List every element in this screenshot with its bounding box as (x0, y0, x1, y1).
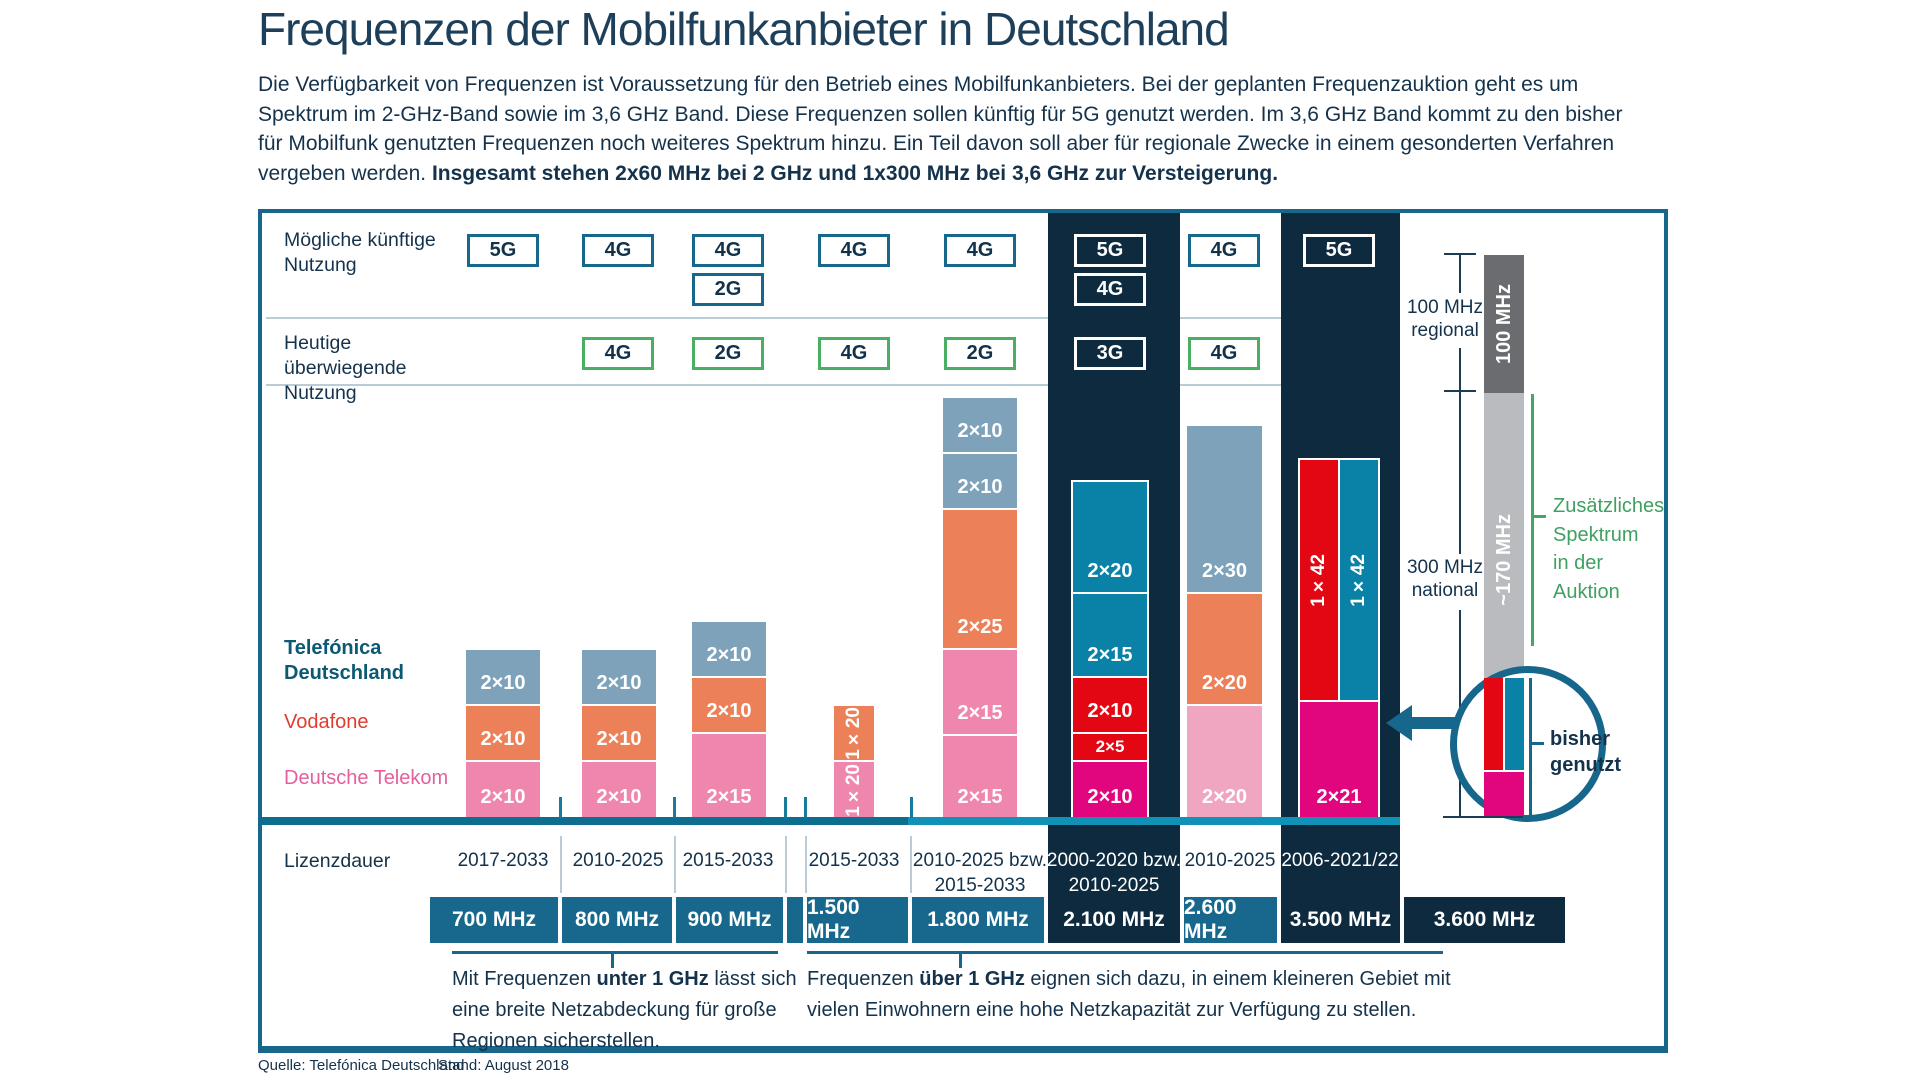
current-badge-1500: 4G (818, 337, 890, 370)
bracket-300mhz-line-a (1459, 392, 1461, 554)
national-bracket-line2: national (1411, 580, 1479, 601)
future-badge-2100-second: 4G (1074, 273, 1146, 306)
band-segment-3600: 3.600 MHz (1404, 897, 1565, 943)
regional-bracket-line2: regional (1411, 320, 1479, 341)
future-badge-2100: 5G (1074, 234, 1146, 267)
bar-2600-telekom (1187, 706, 1262, 818)
bar-1500-vodafone-value: 1×20 (843, 706, 864, 760)
footnote-right-bold: über 1 GHz (919, 968, 1025, 990)
license-800: 2010-2025 (572, 850, 664, 871)
bar-1800-telekom-b-value: 2×15 (957, 786, 1003, 808)
bar-800-vodafone-value: 2×10 (596, 728, 642, 750)
future-badge-800: 4G (582, 234, 654, 267)
legend-telefonica-line2: Deutschland (284, 662, 405, 684)
footnote-right-post: eignen sich dazu, in einem kleineren Gebiet mit vielen Einwohnern eine hohe Netzkapazität zur Verfügung zu stellen. (807, 968, 1451, 1021)
bar-3500-telekom-value: 2×21 (1316, 786, 1362, 808)
band-segment-700: 700 MHz (430, 897, 558, 943)
bar-1800-telekom-a (943, 650, 1017, 734)
bar-2100-telefonica-a (1073, 482, 1147, 592)
future-badge-1500: 4G (818, 234, 890, 267)
bar-1800-telekom-a-value: 2×15 (957, 702, 1003, 724)
bar-900-telekom-value: 2×15 (706, 786, 752, 808)
additional-spectrum-bar-label: ~170 MHz (1492, 514, 1515, 606)
bracket-under-1ghz (452, 951, 778, 954)
bar-1800-vodafone (943, 510, 1017, 648)
future-badge-2600: 4G (1188, 234, 1260, 267)
bar-3500-vodafone-value: 1×42 (1308, 553, 1329, 607)
bar-700-telefonica-value: 2×10 (480, 672, 526, 694)
bracket-over-1ghz (807, 951, 1443, 954)
bar-1500-vodafone (834, 706, 874, 760)
auction-note-line2: Spektrum (1553, 523, 1639, 546)
license-900: 2015-2033 (682, 850, 774, 871)
auction-note (1553, 492, 1664, 606)
mini-bar-telekom (1484, 772, 1524, 816)
license-2100-line2: 2010-2025 (1068, 875, 1160, 896)
bar-800-telekom-value: 2×10 (596, 786, 642, 808)
regional-spectrum-bar (1484, 255, 1524, 393)
future-badge-1800: 4G (944, 234, 1016, 267)
band-segment-900: 900 MHz (676, 897, 783, 943)
bar-2100-telefonica-b-value: 2×15 (1087, 644, 1133, 666)
bar-3500-telekom (1300, 702, 1378, 818)
bar-2100-vodafone-small (1073, 734, 1147, 760)
current-badge-2100: 3G (1074, 337, 1146, 370)
bar-3500-telefonica-value: 1×42 (1348, 553, 1369, 607)
band-segment-800: 800 MHz (562, 897, 672, 943)
band-segment-3500: 3.500 MHz (1281, 897, 1400, 943)
bar-1800-telefonica-a (943, 398, 1017, 452)
date-note: Stand: August 2018 (438, 1057, 569, 1074)
current-usage-label-line2: Nutzung (284, 382, 357, 404)
footnote-under-1ghz (452, 964, 804, 1057)
current-badge-2600: 4G (1188, 337, 1260, 370)
bar-800-telefonica-value: 2×10 (596, 672, 642, 694)
bar-3500-vodafone (1300, 460, 1338, 700)
band-segment-1800: 1.800 MHz (912, 897, 1044, 943)
band-segment-1500: 1.500 MHz (807, 897, 908, 943)
legend-telefonica (284, 636, 404, 686)
bar-1800-telefonica-b (943, 454, 1017, 508)
current-usage-label-line1: Heutige überwiegende (284, 332, 407, 379)
band-segment-2100: 2.100 MHz (1048, 897, 1180, 943)
future-badge-3500: 5G (1303, 234, 1375, 267)
future-badge-700: 5G (467, 234, 539, 267)
future-usage-label (284, 228, 474, 278)
bar-700-telekom-value: 2×10 (480, 786, 526, 808)
additional-spectrum-bar-label-wrap (1484, 440, 1524, 680)
future-badge-900: 4G (692, 234, 764, 267)
regional-spectrum-bar-label: 100 MHz (1492, 283, 1515, 365)
bar-1500-telekom-value: 1×20 (843, 763, 864, 817)
auction-bracket-line (1531, 394, 1534, 646)
used-bracket-tick (1532, 742, 1544, 745)
future-usage-label-line2: Nutzung (284, 254, 357, 276)
footnote-left-bold: unter 1 GHz (596, 968, 709, 990)
current-usage-label (284, 331, 474, 406)
intro-bold-text: Insgesamt stehen 2x60 MHz bei 2 GHz und 1x300 MHz bei 3,6 GHz zur Versteigerung. (431, 161, 1279, 185)
auction-bracket-tick (1534, 515, 1546, 518)
footnote-over-1ghz (807, 964, 1472, 1026)
current-badge-900: 2G (692, 337, 764, 370)
bar-1800-telefonica-a-value: 2×10 (957, 420, 1003, 442)
bar-2100-vodafone-value: 2×10 (1087, 700, 1133, 722)
bracket-100mhz-line-a (1459, 255, 1461, 293)
bracket-100mhz-line-b (1459, 348, 1461, 390)
legend-telekom: Deutsche Telekom (284, 767, 449, 789)
bar-800-vodafone (582, 706, 656, 760)
bar-2600-telekom-value: 2×20 (1201, 786, 1248, 808)
auction-note-line4: Auktion (1553, 580, 1620, 603)
license-2100-line1: 2000-2020 bzw. (1046, 850, 1182, 871)
license-1800-line2: 2015-2033 (934, 875, 1026, 896)
bar-2100-telekom-value: 2×10 (1087, 786, 1133, 808)
bar-800-telefonica (582, 650, 656, 704)
footnote-right-pre: Frequenzen (807, 968, 920, 990)
baseline-right (908, 817, 1400, 825)
used-note-line1: bisher (1550, 728, 1611, 750)
bar-900-vodafone-value: 2×10 (706, 700, 752, 722)
bar-700-vodafone (466, 706, 540, 760)
future-badge-900-second: 2G (692, 273, 764, 306)
bar-2100-telefonica-b (1073, 594, 1147, 676)
bar-1800-telekom-b (943, 736, 1017, 818)
baseline-tick-1 (559, 797, 562, 818)
baseline-tick-2 (673, 797, 676, 818)
license-1800 (905, 848, 1055, 898)
regional-bracket-line1: 100 MHz (1406, 297, 1484, 318)
legend-telefonica-line1: Telefónica (284, 637, 382, 659)
used-bracket-line (1529, 678, 1532, 818)
footnote-left-post: lässt sich eine breite Netzabdeckung für große Regionen sicherstellen. (452, 968, 797, 1052)
future-usage-label-line1: Mögliche künftige (284, 229, 436, 251)
bar-700-vodafone-value: 2×10 (480, 728, 526, 750)
bar-900-telekom (692, 734, 766, 818)
bar-1800-telefonica-b-value: 2×10 (957, 476, 1003, 498)
bar-3500-telefonica (1340, 460, 1378, 700)
band-segment-gap (787, 897, 803, 943)
arrow-left-icon (1386, 705, 1412, 741)
baseline-tick-5 (910, 797, 913, 818)
license-2600: 2010-2025 (1184, 850, 1276, 871)
mini-bar-telefonica (1505, 678, 1524, 770)
auction-note-line1: Zusätzliches (1553, 495, 1665, 517)
baseline-left (262, 817, 908, 825)
mini-bar-baseline (1443, 816, 1523, 818)
bar-2600-telefonica-value: 2×30 (1201, 560, 1248, 582)
bar-900-telefonica-value: 2×10 (706, 644, 752, 666)
legend-vodafone: Vodafone (284, 711, 369, 733)
license-1800-line1: 2010-2025 bzw. (912, 850, 1048, 871)
bar-2100-vodafone (1073, 678, 1147, 732)
bar-700-telekom (466, 762, 540, 818)
regional-bracket-label (1397, 296, 1493, 342)
used-note (1550, 726, 1621, 778)
bar-2600-vodafone (1187, 594, 1262, 704)
bar-2100-vodafone-small-value: 2×5 (1095, 737, 1125, 756)
bar-900-telefonica (692, 622, 766, 676)
band-segment-2600: 2.600 MHz (1184, 897, 1277, 943)
bar-1500-telekom (834, 762, 874, 818)
current-badge-800: 4G (582, 337, 654, 370)
national-bracket-line1: 300 MHz (1406, 557, 1484, 578)
national-bracket-label (1397, 556, 1493, 602)
auction-note-line3: in der (1553, 552, 1604, 574)
bar-2100-telefonica-a-value: 2×20 (1087, 560, 1133, 582)
bar-1800-vodafone-value: 2×25 (957, 616, 1003, 638)
bar-2100-telekom (1073, 762, 1147, 818)
page-title: Frequenzen der Mobilfunkanbieter in Deutschland (258, 3, 1229, 55)
baseline-tick-4 (804, 797, 807, 818)
intro-paragraph (258, 70, 1643, 188)
license-3500: 2006-2021/22 (1281, 850, 1399, 871)
bar-2600-telefonica (1187, 426, 1262, 592)
mini-bar-vodafone (1484, 678, 1503, 770)
bar-900-vodafone (692, 678, 766, 732)
license-700: 2017-2033 (457, 850, 549, 871)
bar-800-telekom (582, 762, 656, 818)
bar-2600-vodafone-value: 2×20 (1201, 672, 1248, 694)
current-badge-1800: 2G (944, 337, 1016, 370)
used-note-line2: genutzt (1550, 754, 1622, 776)
intro-text: Die Verfügbarkeit von Frequenzen ist Voraussetzung für den Betrieb eines Mobilfunkanbieters. Bei der geplanten Frequenzauktion geht es um Spektrum im 2-GHz-Band sowie im 3,6 GHz Band. Diese Frequenzen sollen künftig für 5G genutzt werden. Im 3,6 GHz Band kommt zu den bisher für Mobilfunk genutzten Frequenzen noch weiteres Spektrum hinzu. Ein Teil davon soll aber für regionale Zwecke in einem gesonderten Verfahren vergeben werden. (258, 73, 1623, 185)
license-1500: 2015-2033 (808, 850, 900, 871)
source-note: Quelle: Telefónica Deutschland (258, 1057, 465, 1074)
bar-700-telefonica (466, 650, 540, 704)
license-row-label: Lizenzdauer (284, 850, 391, 872)
baseline-tick-3 (784, 797, 787, 818)
footnote-left-pre: Mit Frequenzen (452, 968, 597, 990)
